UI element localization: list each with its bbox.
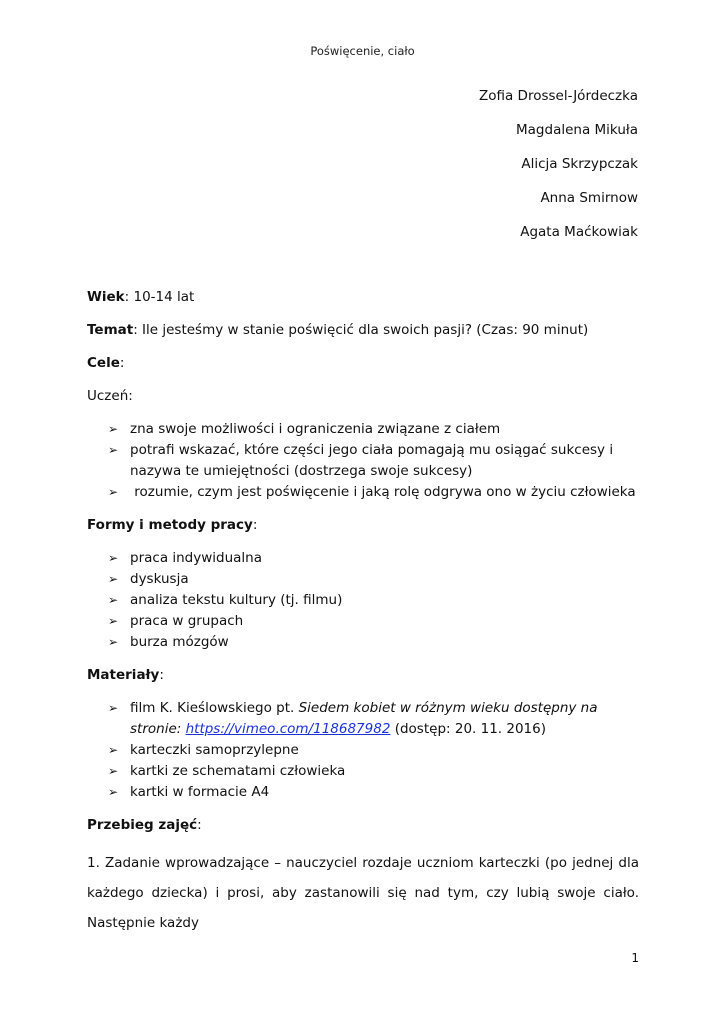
goals-label: Cele xyxy=(87,355,120,371)
list-item-text: praca indywidualna xyxy=(130,550,263,566)
author-name: Magdalena Mikuła xyxy=(516,122,638,138)
materials-heading xyxy=(87,665,639,686)
author-name: Agata Maćkowiak xyxy=(520,224,638,240)
list-item xyxy=(87,440,639,482)
arrow-bullet-icon: ➢ xyxy=(108,443,119,457)
film-title: Siedem kobiet w różnym wieku dostępny na stronie: xyxy=(130,700,598,737)
procedure-suffix: : xyxy=(197,817,202,833)
list-item xyxy=(87,632,639,653)
procedure-label: Przebieg zajęć xyxy=(87,817,198,833)
goals-suffix: : xyxy=(119,355,125,371)
list-item xyxy=(87,698,639,740)
list-item xyxy=(87,419,639,440)
methods-heading xyxy=(87,515,639,536)
topic-label: Temat xyxy=(87,322,134,338)
list-item xyxy=(87,482,639,503)
topic-value: : Ile jesteśmy w stanie poświęcić dla swoich pasji? (Czas: 90 minut) xyxy=(133,322,589,338)
list-item xyxy=(87,761,639,782)
methods-label: Formy i metody pracy xyxy=(87,517,253,533)
arrow-bullet-icon: ➢ xyxy=(108,593,119,607)
arrow-bullet-icon: ➢ xyxy=(108,551,119,565)
film-prefix: film K. Kieślowskiego pt. xyxy=(130,700,299,716)
list-item xyxy=(87,548,639,569)
goals-heading xyxy=(87,353,639,374)
list-item xyxy=(87,740,639,761)
film-link[interactable]: https://vimeo.com/118687982 xyxy=(185,721,391,737)
procedure-heading xyxy=(87,815,639,836)
document-body xyxy=(87,287,639,938)
list-item-text: analiza tekstu kultury (tj. filmu) xyxy=(130,592,343,608)
methods-suffix: : xyxy=(252,517,258,533)
author-name: Zofia Drossel-Jórdeczka xyxy=(478,88,638,104)
arrow-bullet-icon: ➢ xyxy=(108,635,119,649)
list-item-text: burza mózgów xyxy=(130,634,229,650)
list-item-text: kartki w formacie A4 xyxy=(130,784,270,800)
arrow-bullet-icon: ➢ xyxy=(108,701,119,715)
list-item-text: karteczki samoprzylepne xyxy=(130,742,299,758)
task-1-paragraph: 1. Zadanie wprowadzające – nauczyciel rozdaje uczniom karteczki (po jednej dla każdego dziecka) i prosi, aby zastanowili się nad tym, czy lubią swoje ciało. Następnie każdy xyxy=(87,855,639,931)
author-list xyxy=(479,86,638,256)
list-item xyxy=(87,611,639,632)
arrow-bullet-icon: ➢ xyxy=(108,743,119,757)
author-name: Alicja Skrzypczak xyxy=(521,156,638,172)
list-item xyxy=(87,590,639,611)
author-name: Anna Smirnow xyxy=(540,190,638,206)
arrow-bullet-icon: ➢ xyxy=(108,785,119,799)
list-item xyxy=(87,782,639,803)
list-item-text: potrafi wskazać, które części jego ciała pomagają mu osiągać sukcesy i nazywa te umiejętności (dostrzega swoje sukcesy) xyxy=(130,442,614,479)
materials-list xyxy=(87,698,639,803)
age-value: : 10-14 lat xyxy=(124,289,195,305)
list-item-text: praca w grupach xyxy=(130,613,244,629)
arrow-bullet-icon: ➢ xyxy=(108,422,119,436)
age-line xyxy=(87,287,639,308)
running-header: Poświęcenie, ciało xyxy=(310,44,415,58)
materials-suffix: : xyxy=(159,667,164,683)
list-item-text: rozumie, czym jest poświęcenie i jaką rolę odgrywa ono w życiu człowieka xyxy=(130,484,636,500)
list-item-text: dyskusja xyxy=(130,571,189,587)
age-label: Wiek xyxy=(87,289,125,305)
arrow-bullet-icon: ➢ xyxy=(108,614,119,628)
methods-list xyxy=(87,548,639,653)
list-item-text: kartki ze schematami człowieka xyxy=(130,763,346,779)
goals-list xyxy=(87,419,639,503)
arrow-bullet-icon: ➢ xyxy=(108,572,119,586)
film-access-date: (dostęp: 20. 11. 2016) xyxy=(390,721,546,737)
topic-line xyxy=(87,320,639,341)
student-label: Uczeń: xyxy=(87,388,133,404)
materials-label: Materiały xyxy=(87,667,160,683)
arrow-bullet-icon: ➢ xyxy=(108,485,119,499)
arrow-bullet-icon: ➢ xyxy=(108,764,119,778)
list-item xyxy=(87,569,639,590)
page-number: 1 xyxy=(631,951,639,965)
list-item-text: zna swoje możliwości i ograniczenia związane z ciałem xyxy=(130,421,501,437)
